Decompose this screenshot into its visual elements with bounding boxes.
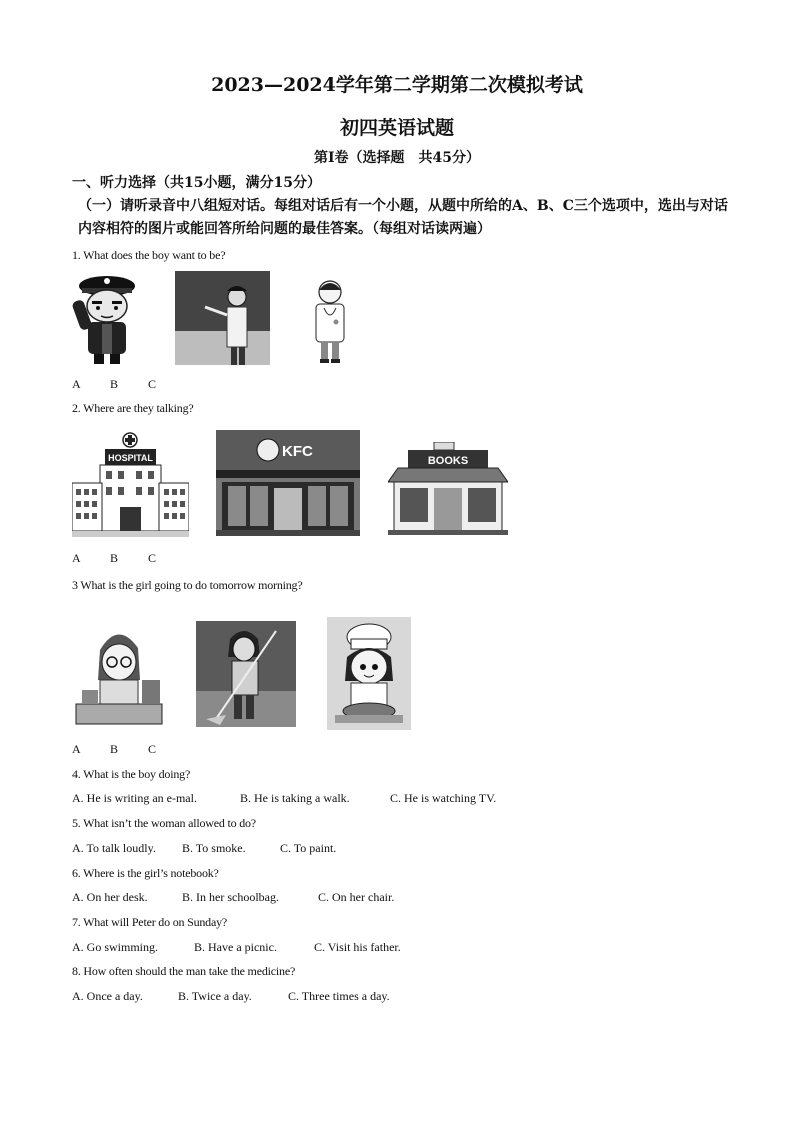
question-3: 3 What is the girl going to do tomorrow morning? — [72, 578, 303, 592]
question-7: 7. What will Peter do on Sunday? — [72, 915, 228, 929]
question-7-options — [72, 940, 401, 955]
question-1: 1. What does the boy want to be? — [72, 248, 226, 262]
question-8: 8. How often should the man take the medicine? — [72, 964, 296, 978]
q1-option-labels — [72, 377, 186, 392]
q2-option-labels — [72, 551, 186, 566]
option-b: B. He is taking a walk. — [240, 791, 350, 805]
option-a: A. On her desk. — [72, 890, 148, 904]
option-c: C. He is watching TV. — [390, 791, 497, 805]
option-label-c: C — [148, 377, 157, 391]
option-c: C. Three times a day. — [288, 989, 390, 1003]
option-a: A. He is writing an e-mal. — [72, 791, 197, 805]
q3-option-labels — [72, 742, 186, 757]
option-a: A. To talk loudly. — [72, 841, 156, 855]
doctor-image — [308, 278, 352, 364]
option-label-a: A — [72, 551, 81, 565]
question-5: 5. What isn’t the woman allowed to do? — [72, 816, 256, 830]
question-5-options — [72, 841, 336, 856]
option-label-b: B — [110, 377, 119, 391]
option-a: A. Once a day. — [72, 989, 143, 1003]
option-a: A. Go swimming. — [72, 940, 159, 954]
kfc-image — [216, 430, 360, 536]
option-b: B. Have a picnic. — [194, 940, 277, 954]
question-4-options — [72, 791, 496, 806]
option-label-c: C — [148, 551, 157, 565]
teacher-image — [175, 271, 270, 365]
kfc-sign-text: KFC — [282, 443, 313, 460]
books-sign-text: BOOKS — [427, 455, 469, 467]
question-2: 2. Where are they talking? — [72, 401, 194, 415]
girl-studying-image — [72, 620, 164, 730]
option-label-b: B — [110, 551, 119, 565]
option-label-b: B — [110, 742, 119, 756]
volume-heading: 第Ⅰ卷（选择题 共45分） — [313, 150, 481, 166]
question-6: 6. Where is the girl’s notebook? — [72, 866, 219, 880]
option-c: C. To paint. — [280, 841, 337, 855]
girl-sweeping-image — [196, 621, 296, 727]
exam-title: 2023—2024学年第二学期第二次模拟考试 — [211, 74, 583, 96]
question-6-options — [72, 890, 394, 905]
option-c: C. On her chair. — [318, 890, 395, 904]
police-officer-image — [72, 270, 142, 368]
option-label-a: A — [72, 377, 81, 391]
exam-subtitle: 初四英语试题 — [339, 117, 454, 139]
section-heading: 一、听力选择（共15小题，满分15分） — [72, 175, 321, 191]
option-b: B. In her schoolbag. — [182, 890, 279, 904]
option-b: B. To smoke. — [182, 841, 246, 855]
option-label-c: C — [148, 742, 157, 756]
hospital-sign-text: HOSPITAL — [108, 453, 153, 463]
question-8-options — [72, 989, 390, 1004]
option-c: C. Visit his father. — [314, 940, 401, 954]
hospital-image — [72, 431, 189, 537]
girl-cooking-image — [327, 617, 411, 730]
option-label-a: A — [72, 742, 81, 756]
question-4: 4. What is the boy doing? — [72, 767, 191, 781]
section-instructions: （一）请听录音中八组短对话。每组对话后有一个小题，从题中所给的A、B、C三个选项中，选出与对话内容相符的图片或能回答所给问题的最佳答案。（每组对话读两遍） — [78, 198, 728, 237]
option-b: B. Twice a day. — [178, 989, 252, 1003]
bookstore-image — [388, 442, 508, 535]
